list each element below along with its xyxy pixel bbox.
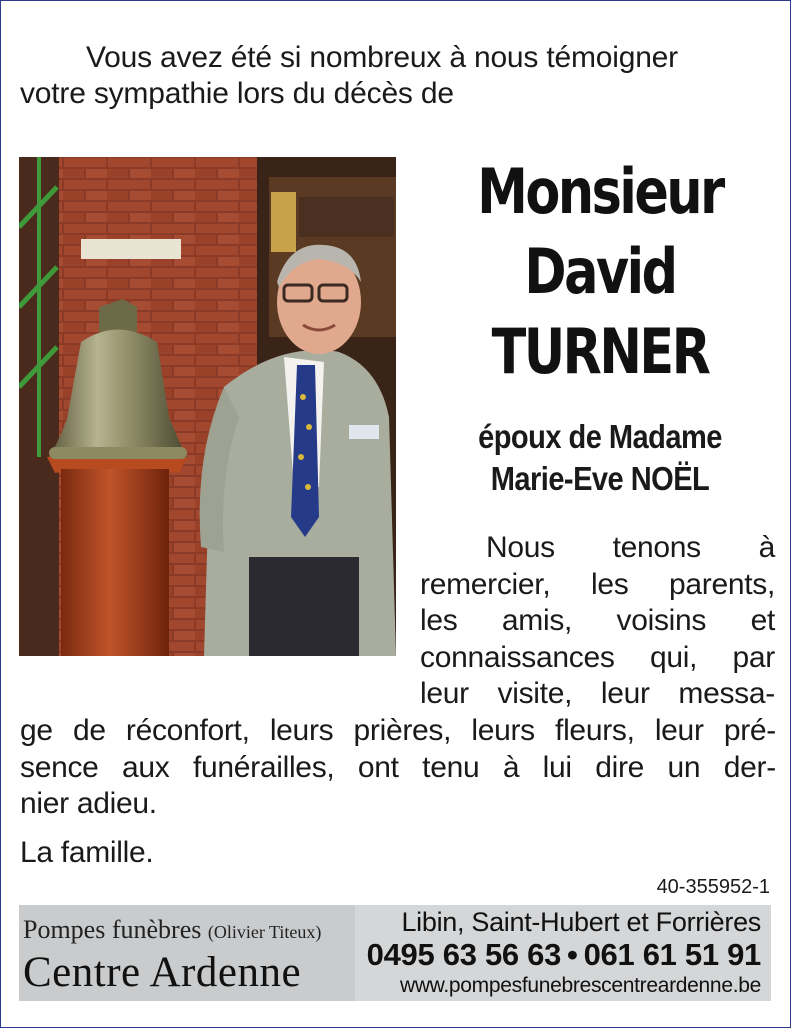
signature: La famille.: [20, 836, 154, 869]
funeral-home-website: www.pompesfunebrescentreardenne.be: [399, 974, 761, 997]
word: Nous: [486, 531, 555, 564]
word: leur: [600, 677, 650, 710]
word: à: [502, 750, 520, 784]
text-line: [420, 567, 775, 604]
phone-1: 0495 63 56 63: [366, 937, 562, 972]
text-line: [20, 750, 776, 787]
reference-number: 40-355952-1: [656, 876, 770, 898]
word: ge: [20, 714, 53, 747]
word: qui,: [649, 640, 698, 674]
text-line: [420, 530, 775, 567]
word: voisins: [616, 604, 707, 637]
funeral-home-label: Pompes funèbres: [23, 915, 202, 944]
intro-line-2: votre sympathie lors du décès de: [20, 77, 454, 110]
text-line: [20, 713, 776, 750]
phone-2: 061 61 51 91: [583, 937, 761, 972]
word: prières,: [353, 714, 452, 747]
word: visite,: [497, 677, 573, 710]
spouse-line-2: Marie-Eve NOËL: [490, 460, 710, 497]
deceased-first-name: David: [524, 235, 676, 308]
funeral-home-owner: (Olivier Titeux): [207, 922, 322, 942]
word: funérailles,: [192, 750, 335, 784]
text-line: [420, 676, 775, 713]
thanks-paragraph-full: [20, 713, 776, 823]
funeral-home-banner: [19, 905, 771, 1001]
word: fleurs,: [555, 714, 635, 747]
funeral-home-brand: Centre Ardenne: [23, 949, 302, 996]
word: sence: [20, 750, 99, 784]
word: de: [72, 714, 106, 747]
word: les: [590, 567, 629, 601]
word: lui: [542, 750, 572, 784]
funeral-home-phones: [365, 937, 761, 973]
phone-separator: •: [567, 937, 578, 972]
intro-line-1: Vous avez été si nombreux à nous témoigner: [86, 41, 678, 74]
word: un: [667, 750, 701, 784]
word: parents,: [668, 567, 775, 601]
word: leur: [654, 714, 704, 747]
word: par: [732, 640, 775, 674]
deceased-last-name: TURNER: [491, 315, 709, 388]
word: réconfort,: [125, 714, 250, 747]
thanks-paragraph-right: [420, 530, 775, 713]
word: leurs: [471, 714, 535, 747]
deceased-title: Monsieur: [477, 155, 723, 228]
word: et: [750, 604, 775, 637]
funeral-home-contact: [365, 907, 761, 999]
text-line: [20, 786, 776, 823]
funeral-home-logo-block: [19, 905, 355, 1001]
word: amis,: [501, 604, 573, 637]
text-line: [420, 603, 775, 640]
word: leurs: [269, 714, 334, 747]
word: aux: [122, 750, 170, 784]
word: les: [420, 604, 458, 637]
word: tenu: [422, 750, 480, 784]
deceased-name: [452, 152, 747, 392]
portrait-photo: [19, 157, 396, 656]
word: messa-: [678, 677, 775, 710]
spouse-info: [442, 416, 759, 500]
intro-text: [20, 40, 780, 112]
word: der-: [723, 750, 776, 784]
word: nier adieu.: [20, 787, 157, 820]
funeral-home-towns: Libin, Saint-Hubert et Forrières: [401, 907, 761, 937]
funeral-home-name: [23, 915, 321, 947]
word: ont: [357, 750, 399, 784]
word: remercier,: [420, 567, 551, 601]
word: à: [758, 531, 775, 564]
word: leur: [420, 677, 469, 710]
spouse-line-1: époux de Madame: [478, 418, 722, 455]
text-line: [420, 640, 775, 677]
word: pré-: [723, 714, 776, 747]
word: connaissances: [420, 640, 615, 674]
word: dire: [595, 750, 645, 784]
word: tenons: [612, 531, 701, 564]
